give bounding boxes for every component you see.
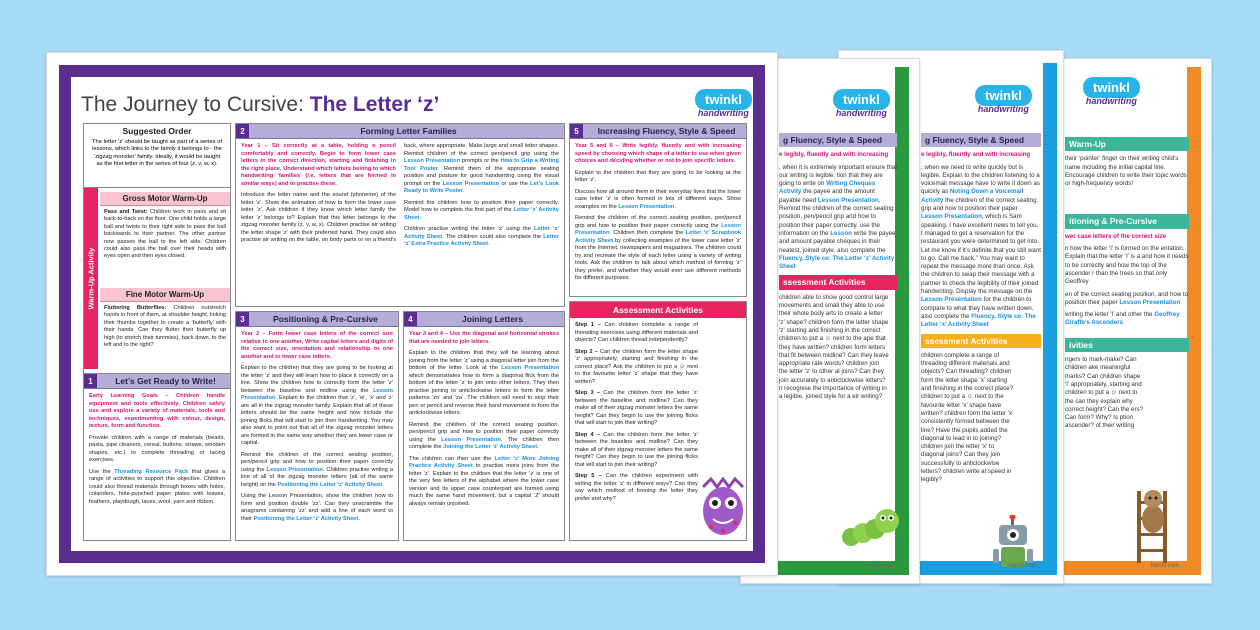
resource-link[interactable]: Lesson Presentation (1119, 298, 1181, 306)
section-objective: e legibly, fluently and with increasing (779, 151, 889, 159)
resource-link[interactable]: How to Grip a Writing Tool Poster (404, 158, 559, 172)
section-2-body: Year 1 – Sit correctly at a table, holding a pencil comfortably and correctly. Begin to form lower case letters in the correct direction, starting and finishing in the right place. Understand which letters belong to which handwriting ‘families’ (i.e. letters that are formed in similar ways) and to practise these. Introduce the letter name and the sound (phoneme) of the letter ‘z’. Show the animation of how to form the lower case letter ‘z’. Ask children if they know which letter family the letter ‘z’ belongs to? Explain that this letter belongs to the zigzag monster family (z, v, w, x). Children practise air writing the letter shape ‘z’ with their preferred hand. They could also practise air writing on the table, on body parts or on a friend’s back, where appropriate. Make large and small letter shapes. Remind children of the correct pen/pencil grip using the Lesson Presentation prompts or the How to Grip a Writing Tool Poster. Remind them of the appropriate seating position and posture for good handwriting using the visual prompt on the Lesson Presentation or use the Let’s Look Ready to Write Poster. Remind the children how to position their paper correctly. Model how to complete the first part of the Letter ‘z’ Activity Sheet. Children practise writing the letter ‘z’ using the Letter ‘z’ Activity Sheet. The children could also complete the Letter ‘z’ Extra Practice Activity Sheet. (241, 143, 559, 247)
twinkl-logo: twinkl handwriting (1083, 77, 1140, 106)
section-5-body: Year 5 and 6 – Write legibly, fluently and with increasing speed by choosing which shape of a letter to use when given choices and deciding whether or not to join specific letters. Explain to the children that they are going to be looking at the letter ‘z’. Discuss how all around them in their everyday lives that the lower case letter ‘z’ is often formed in lots of different ways. Show examples on the Lesson Presentation. Remind the children of the correct seating position, pen/pencil grip and how to position their paper correctly using the Lesson Presentation. Children then complete the Letter ‘z’ Scrapbook Activity Sheet by collecting examples of the lower case letter ‘z’ from the Internet, newspapers and magazines. The children could try and recreate the style of each letter using a variety of writing tools. Ask the children to talk about which method of forming ‘z’ they prefer, and whether they would ever use different methods for different purposes. (575, 143, 742, 281)
resource-link[interactable]: Lesson Presentation (266, 466, 323, 473)
gross-motor-heading: Gross Motor Warm-Up (100, 192, 230, 206)
section-5 (569, 123, 747, 297)
twinkl-logo: twinkl handwriting (975, 85, 1032, 114)
section-number: 4 (404, 312, 417, 326)
giraffe-ladder-icon (1129, 471, 1179, 563)
orange-content: Warm-Up their ‘pointer’ finger on their writing child’s name including the initial capital line. Encourage children to write their topic words or high-frequency words! itioning & Pre-Cursive wer case letters of the correct size n how the letter ‘l’ is formed on the entation. Explain that the letter ‘l’ is a and how it needs to be correctly and how the top of the ascender r than the trees so that only Geoffrey en of the correct seating position, and how to position their paper Lesson Presentation writing the letter ‘l’ and other the Geoffrey Giraffe’s Ascenders ivities ngers to mark-make? Can children ake meaningful marks? Can children shape ‘l’ appropriately, starting and children to put a ☺ next to the can they explain why correct height? Can the ers? Can form? Why? Is ption ascender? of their writing (1065, 139, 1189, 430)
resource-link[interactable]: Writing Cheques Activity (779, 180, 876, 196)
resource-link[interactable]: Lesson Presentation (817, 196, 879, 204)
assessment-text: children complete a range of threading different materials and objects? Can threading? children form the letter shape ‘x’ starting and finishing in the correct place? children to put a ☺ next to the favourite letter ‘x’ shape have written? children form the letter ‘x’ consistently formed between the line? Have the pupils added the diagonal to lead in to joining? children join the letter ‘x’ to diagonal joins? Can they join successfully to anticlockwise letters? children write at speed in legibly? (921, 351, 1014, 484)
resource-link[interactable]: Lesson Presentation (575, 222, 741, 236)
assessment-step: Step 4 – Can the children form the letter ‘z’ between the baseline and midline? Can they make all of their zigzag monster letters the same height? Can they begin to use the joining flicks that will start to join their writing? (575, 431, 699, 468)
caterpillar-icon (841, 505, 901, 549)
section-3 (235, 311, 399, 541)
green-content: g Fluency, Style & Speed e legibly, fluently and with increasing , when it is extremely important ensure that our writing is legible. tion that they are going to write on Writing Cheques Activity the payee and the amount payable need Lesson Presentation. Remind the children of the correct seating position, pen/pencil grip and how to position their paper correctly. use the information on the Lesson write the payee and amount payable cheques in their neatest, joined style. also complete the Fluency, Style ce: The Letter ‘z’ Activity Sheet ssessment Activities children able to show good control large movements and small they able to use their whole body arts to create a letter ‘z’ shape? children form the letter shape ‘z’ starting and finishing in the correct children to put a ☺ next to the ape that they have written? children form letters that fit between midline? Can they leave appropriate rate words? children join the letter ‘z’ to other al joins? Can they join accurately to anticlockwise letters? n recognise the importance of writing in a legible, joined style for a eir writing? (779, 135, 897, 401)
twinkl-logo: twinkl handwriting (695, 89, 752, 118)
gross-motor-box (100, 192, 230, 264)
section-number: 5 (570, 124, 583, 138)
resource-link[interactable]: Lesson Presentation (241, 387, 393, 401)
resource-link[interactable]: Lesson Presentation (441, 436, 501, 443)
resource-link[interactable]: Letter ‘z’ Scrapbook Activity Sheet (575, 230, 742, 244)
section-number: 3 (236, 312, 249, 326)
assessment-text: children able to show good control large movements and small they able to use their whole body arts to create a letter ‘z’ shape? children form the letter shape ‘z’ starting and finishing in the correct children to put a ☺ next to the ape that they have written? children form letters that fit between midline? Can they leave appropriate rate words? children join the letter ‘z’ to other al joins? Can they join accurately to anticlockwise letters? n recognise the importance of writing in a legible, joined style for a eir writing? (779, 293, 889, 401)
resource-link[interactable]: Letter ‘z’ Extra Practice Activity Sheet (404, 233, 559, 247)
resource-link[interactable]: Fluency, Style ce: The Letter ‘x’ Activity Sheet (921, 312, 1036, 329)
footer-url: twinkl.com (1151, 563, 1180, 569)
learning-objective: Early Learning Goals – Children handle equipment and tools effectively. Children safely use and explore a variety of materials, tools and techniques, experimenting with colour, design, texture, form and function. (89, 393, 225, 429)
section-2 (235, 123, 565, 307)
section-number: 1 (84, 374, 97, 388)
section-objective: e legibly, fluently and with increasing (921, 151, 1031, 159)
section-4-header (404, 312, 564, 327)
footer-url: twinkl.com (1009, 563, 1038, 569)
page-title: The Journey to Cursive: The Letter ‘z’ (81, 93, 440, 116)
middle-column (235, 123, 565, 541)
section-title: Joining Letters (462, 314, 523, 324)
section-title: Let’s Get Ready to Write! (115, 376, 216, 386)
resource-link[interactable]: Lesson Presentation (921, 213, 982, 221)
fine-motor-text: Fluttering Butterflies: Children outstretch hands in front of them, at shoulder height, linking their thumbs together to create a ‘butterfly’ with their hands. Can they flutter their butterfly up high (to stretch their tummies), back down, to the left and to the right? (104, 305, 226, 349)
section-title: Positioning & Pre-Cursive (273, 314, 378, 324)
resource-link[interactable]: Letter ‘z’ Activity Sheet (404, 226, 559, 240)
section-title: Increasing Fluency, Style & Speed (597, 126, 736, 136)
section-title: Forming Letter Families (360, 126, 457, 136)
suggested-text: The letter ‘z’ should be taught as part of a series of lessons, which links to the family it belongs to - the ‘zigzag monster’ family. Ideally, it would be taught as the first letter in the series of four (z, v, w, x). (92, 138, 222, 167)
left-column (83, 123, 231, 541)
learning-objective: Year 1 – Sit correctly at a table, holding a pencil comfortably and correctly. Begin to form lower case letters in the correct direction, starting and finishing in the right place. Understand which letters belong to which handwriting ‘families’ (i.e. letters that are formed in similar ways) and to practise these. (241, 143, 396, 187)
resource-link[interactable]: Letter ‘z’ More Joining Practice Activity Sheet (409, 455, 560, 469)
section-text: their ‘pointer’ finger on their writing child’s name including the initial capital line. Encourage children to write their topic words or high-frequency words! (1065, 155, 1187, 188)
assessment-step: Step 3 – Can the children form the letter ‘z’ between the baseline and midline? Can they make all of their zigzag monster letters the same height? Can they begin to use the joining flicks that will start to join their writing? (575, 390, 699, 426)
resource-link[interactable]: Joining the Letter ‘z’ Activity Sheet (443, 444, 538, 450)
resource-link[interactable]: Lesson Presentation (501, 365, 559, 371)
section-objective: wer case letters of the correct size (1065, 232, 1167, 240)
learning-objective: Year 5 and 6 – Write legibly, fluently and with increasing speed by choosing which shape of a letter to use when given choices and deciding whether or not to join specific letters. (575, 143, 741, 164)
section-4 (403, 311, 565, 541)
section-5-header (570, 124, 746, 139)
resource-link[interactable]: Positioning the Letter ‘z’ Activity Sheet (253, 515, 359, 522)
resource-link[interactable]: Lesson Presentation (618, 203, 675, 210)
resource-link[interactable]: Letter ‘z’ Activity Sheet (404, 207, 559, 221)
resource-link[interactable]: Noting Down a Voicemail Activity (921, 188, 1024, 204)
section-text: n how the letter ‘l’ is formed on the entation. Explain that the letter ‘l’ is a and how it needs to be correctly and how the top of the ascender r than the trees so that only Geoffrey (1065, 245, 1189, 286)
resource-link[interactable]: Lesson Presentation (404, 158, 461, 164)
section-number: 2 (236, 124, 249, 138)
resource-link[interactable]: Geoffrey Giraffe’s Ascenders (1065, 311, 1180, 327)
section-heading: itioning & Pre-Cursive (1065, 214, 1189, 228)
section-heading: ssessment Activities (921, 334, 1041, 348)
warm-up-label: Warm-Up Activity (84, 188, 98, 369)
section-heading: Warm-Up (1065, 137, 1189, 151)
blue-content: g Fluency, Style & Speed e legibly, fluently and with increasing , when we need to write quickly but is legible. Explain to the children listening to a voicemail message have to write it down as quickly as Noting Down a Voicemail Activity the children of the correct seating grip and how to position their paper Lesson Presentation, which is Sam speaking. I have excellent news to tell you. I managed to get a reservation for the restaurant you were determined to get into. Let me know if it’s definite that you still want to go. Call me back.” You may want to repeat the message more than once. Ask the children to swap their message with a partner to check the legibility of their joined handwriting. Display the message on the Lesson Presentation for the children to compare to what they have written down. also complete the Fluency, Style ce: The Letter ‘x’ Activity Sheet ssessment Activities children complete a range of threading different materials and objects? Can threading? children form the letter shape ‘x’ starting and finishing in the correct place? children to put a ☺ next to the favourite letter ‘x’ shape have written? children form the letter ‘x’ consistently formed between the line? Have the pupils added the diagonal to lead in to joining? children join the letter ‘x’ to diagonal joins? Can they join successfully to anticlockwise letters? children write at speed in legibly? (921, 135, 1041, 484)
assessment-step: Step 2 – Can the children form the letter shape ‘z’ appropriately, starting and finishing in the correct place? Ask the children to put a ☺ next to the favourite letter ‘z’ shape that they have written? (575, 348, 699, 385)
section-heading: g Fluency, Style & Speed (921, 133, 1041, 147)
assessment-step: Step 1 – Can children complete a range of threading exercises using different materials and objects? Can children thread independently? (575, 322, 698, 343)
section-1 (84, 373, 230, 541)
learning-objective: Year 3 and 4 – Use the diagonal and horizontal strokes that are needed to join letters. (409, 331, 559, 345)
footer-url: twinkl.com (867, 563, 896, 569)
fine-motor-heading: Fine Motor Warm-Up (100, 288, 230, 302)
assessment-text: ngers to mark-make? Can children ake meaningful marks? Can children shape ‘l’ appropriately, starting and children to put a ☺ next to the can they explain why correct height? Can the ers? Can form? Why? Is ption ascender? of their writing (1065, 356, 1144, 430)
section-heading: ssessment Activities (779, 275, 897, 289)
resource-link[interactable]: Threading Resource Pack (114, 468, 189, 475)
assessment-heading: Assessment Activities (570, 302, 746, 318)
resource-link[interactable]: Lesson Presentation (921, 296, 982, 304)
section-4-body: Year 3 and 4 – Use the diagonal and horizontal strokes that are needed to join letters. Explain to the children that they will be learning about joining from the letter ‘z’ using a diagonal letter join from the bottom of the letter. Look at the Lesson Presentation which demonstrates how to form a diagonal flick from the bottom of the letter ‘z’ to join onto other letters. They then practise joining to anticlockwise letters to form the letter patterns ‘zo’ and ‘za’. The children will need to stop their pen or pencil and reverse their hand movement to form the anticlockwise letters. Remind the children of the correct seating position, pen/pencil grip and how to position their paper correctly using the Lesson Presentation. The children then complete the Joining the Letter ‘z’ Activity Sheet. The children can then use the Letter ‘z’ More Joining Practice Activity Sheet to practise more joins from the letter ‘z’. Explain to the children that the letter ‘z’ is one of the very few letters of the alphabet where the lower case version and its upper case counterpart are formed using much the same hand movement, but a capital ‘Z’ should always remain unjoined. (409, 331, 560, 507)
resource-link[interactable]: Positioning the Letter ‘z’ Activity Sheet (277, 481, 383, 488)
resource-link[interactable]: Lesson (830, 229, 852, 237)
section-3-body: Year 2 – Form lower case letters of the correct size relative to one another. Write capital letters and digits of the correct size, orientation and relationship to one another and to lower case letters. Explain to the children that they are going to be looking at the letter ‘z’ and they will learn how to place it correctly on a line. Show the children how to correctly form the letter ‘z’ between the baseline and midline using the Lesson Presentation. Explain to the children that ‘z’, ‘w’, ‘x’ and ‘z’ are all in the zigzag monster family. Explain that all of these letters should be the same height and now include the joining flicks that will start to join their handwriting. You may also want to point out that all of the zigzag monster letters are formed in the same way whether they are lower case or capital. Remind the children of the correct seating position, pen/pencil grip and how to position their paper correctly using the Lesson Presentation. Children practise writing a line of all of the zigzag monster letters (all of the same height) on the Positioning the Letter ‘z’ Activity Sheet. Using the Lesson Presentation, show the children how to form and position double ‘zz’. Can they unscramble the anagrams containing ‘zz’ and add a line of each word to their Positioning the Letter ‘z’ Activity Sheet. (241, 331, 393, 522)
zigzag-monster-icon (697, 477, 749, 539)
suggested-order (84, 124, 230, 173)
section-heading: ivities (1065, 338, 1189, 352)
resource-link[interactable]: Let’s Look Ready to Write Poster (404, 180, 559, 194)
twinkl-logo: twinkl handwriting (833, 89, 890, 118)
learning-objective: Year 2 – Form lower case letters of the correct size relative to one another. Write capital letters and digits of the correct size, orientation and relationship to one another and to lower case letters. (241, 331, 393, 360)
resource-link[interactable]: Lesson Presentation (442, 180, 500, 187)
section-heading: g Fluency, Style & Speed (779, 133, 897, 147)
worksheet-letter-z (46, 52, 778, 576)
resource-link[interactable]: Fluency, Style ce: The Letter ‘z’ Activity Sheet (779, 254, 895, 271)
section-3-header (236, 312, 398, 327)
assessment-step: Step 5 – Can the children experiment with writing the letter ‘z’ in different ways? Can they say which method of forming the letter they prefer and why? (575, 473, 698, 502)
section-1-header (84, 374, 230, 389)
warm-up-activity (84, 187, 230, 369)
suggested-heading: Suggested Order (122, 126, 192, 136)
gross-motor-text: Pass and Twist: Children work in pairs and sit back-to-back on the floor. One child holds a large ball and twists to their right side to pass the ball backwards to their partner. The other partner now passes the ball to the left side. Children could also pass the ball over their heads with eyes open and then eyes closed. (104, 209, 226, 260)
section-1-body: Early Learning Goals – Children handle equipment and tools effectively. Children safely use and explore a variety of materials, tools and techniques, experimenting with colour, design, texture, form and function. Provide children with a range of materials (beads, pasta, pipe cleaners, cereal, buttons, straws, wooden shapes, etc.) to complete threading or lacing exercises. Use the Threading Resource Pack that gives a range of activities to support this objective. Children could also thread materials through boxes with holes, colanders, hole-punched paper plates with leaves, feathers, playdough, laces, wool, yarn and ribbon. (89, 393, 225, 505)
fine-motor-box (100, 288, 230, 352)
section-2-header (236, 124, 564, 139)
